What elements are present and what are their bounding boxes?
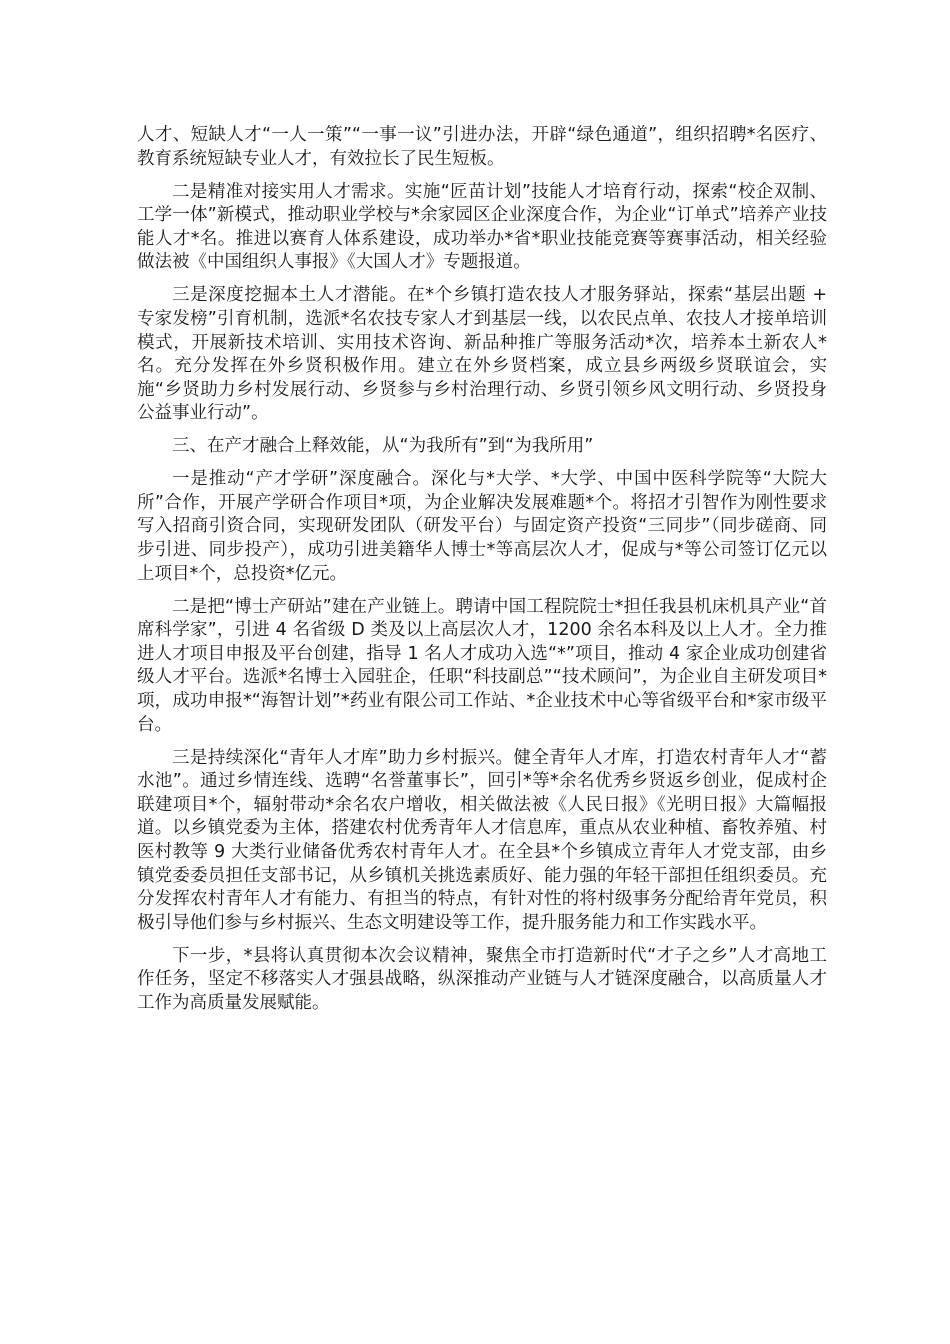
paragraph-industry-research: 一是推动“产才学研”深度融合。深化与*大学、*大学、中国中医科学院等“大院大所”合作，开展产学研合作项目*项，为企业解决发展难题*个。将招才引智作为刚性要求写入招商引资合同，实现研发团队（研发平台）与固定资产投资“三同步”（同步磋商、同步引进、同步投产），成功引进美籍华人博士*等高层次人才，促成与*等公司签订亿元以上项目*个，总投资*亿元。 xyxy=(137,469,827,584)
paragraph-practical-talent: 二是精准对接实用人才需求。实施“匠苗计划”技能人才培育行动，探索“校企双制、工学一体”新模式，推动职业学校与*余家园区企业深度合作，为企业“订单式”培养产业技能人才*名。推进以赛育人体系建设，成功举办*省*职业技能竞赛等赛事活动，相关经验做法被《中国组织人事报》《大国人才》专题报道。 xyxy=(137,181,827,273)
document-body xyxy=(137,124,827,1025)
paragraph-continuation: 人才、短缺人才“一人一策”“一事一议”引进办法，开辟“绿色通道”，组织招聘*名医疗、教育系统短缺专业人才，有效拉长了民生短板。 xyxy=(137,125,827,169)
section-heading-industry-talent: 三、在产才融合上释效能，从“为我所有”到“为我所用” xyxy=(172,436,594,457)
paragraph-next-steps: 下一步，*县将认真贯彻本次会议精神，聚焦全市打造新时代“才子之乡”人才高地工作任务，坚定不移落实人才强县战略，纵深推动产业链与人才链深度融合，以高质量人才工作为高质量发展赋能。 xyxy=(137,945,827,1013)
paragraph-youth-talent: 三是持续深化“青年人才库”助力乡村振兴。健全青年人才库，打造农村青年人才“蓄水池”。通过乡情连线、选聘“名誉董事长”，回引*等*余名优秀乡贤返乡创业，促成村企联建项目*个，辐射带动*余名农户增收，相关做法被《人民日报》《光明日报》大篇幅报道。以乡镇党委为主体，搭建农村优秀青年人才信息库，重点从农业种植、畜牧养殖、村医村教等 9 大类行业储备优秀农村青年人才。在全县*个乡镇成立青年人才党支部，由乡镇党委委员担任支部书记，从乡镇机关挑选素质好、能力强的年轻干部担任组织委员。充分发挥农村青年人才有能力、有担当的特点，有针对性的将村级事务分配给青年党员，积极引导他们参与乡村振兴、生态文明建设等工作，提升服务能力和工作实践水平。 xyxy=(137,747,827,933)
paragraph-local-talent: 三是深度挖掘本土人才潜能。在*个乡镇打造农技人才服务驿站，探索“基层出题 + 专家发榜”引育机制，选派*名农技专家人才到基层一线，以农民点单、农技人才接单培训模式，开展新技术培训、实用技术咨询、新品种推广等服务活动*次，培养本土新农人*名。充分发挥在外乡贤积极作用。建立在外乡贤档案，成立县乡两级乡贤联谊会，实施“乡贤助力乡村发展行动、乡贤参与乡村治理行动、乡贤引领乡风文明行动、乡贤投身公益事业行动”。 xyxy=(137,285,827,424)
paragraph-doctor-station: 二是把“博士产研站”建在产业链上。聘请中国工程院院士*担任我县机床机具产业“首席科学家”，引进 4 名省级 D 类及以上高层次人才，1200 余名本科及以上人才。全力推进人才项目申报及平台创建，指导 1 名人才成功入选“*”项目，推动 4 家企业成功创建省级人才平台。选派*名博士入园驻企，任职“科技副总”“技术顾问”，为企业自主研发项目*项，成功申报*“海智计划”*药业有限公司工作站、*企业技术中心等省级平台和*家市级平台。 xyxy=(137,596,827,735)
